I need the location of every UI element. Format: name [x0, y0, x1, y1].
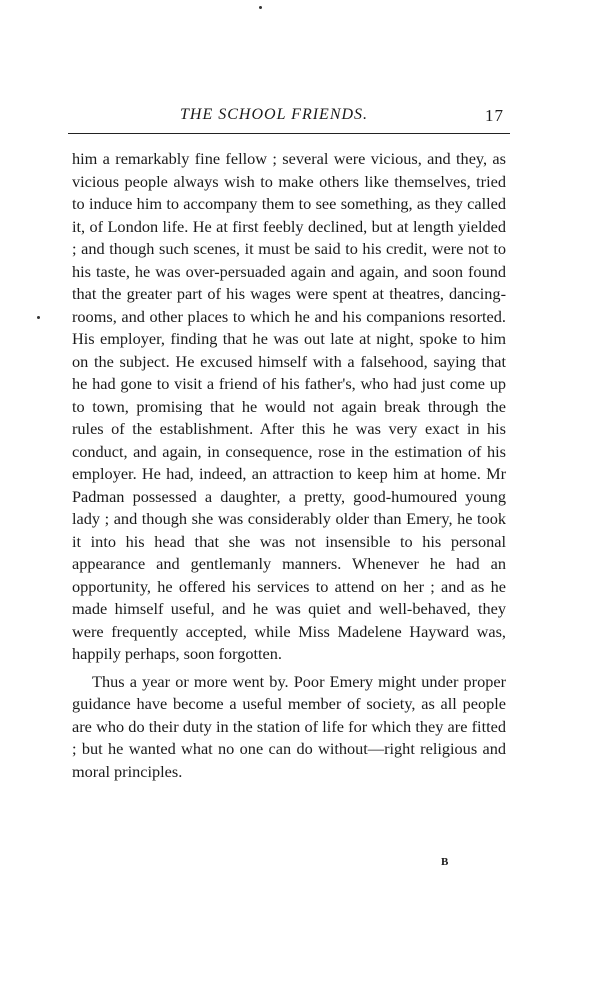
- print-speck: [259, 6, 262, 9]
- header-rule: [68, 133, 510, 134]
- body-text: [72, 148, 506, 783]
- page-number: 17: [485, 106, 504, 125]
- paragraph: Thus a year or more went by. Poor Emery might under proper guidance have become a useful member of society, as all people are who do their duty in the station of life for which they are fitted ; but he wanted what no one can do without—right religious and moral principles.: [72, 671, 506, 781]
- signature-mark: B: [441, 856, 449, 868]
- print-speck: [37, 316, 40, 319]
- page-header: [70, 102, 510, 128]
- paragraph: him a remarkably fine fellow ; several were vicious, and they, as vicious people always wish to make others like themselves, tried to induce him to accompany them to see something, as they called it, of London life. He at first feebly declined, but at length yielded ; and though such scenes, it must be said to his credit, were not to his taste, he was over-persuaded again and again, and soon found that the greater part of his wages were spent at theatres, dancing-rooms, and other places to which he and his companions resorted. His employer, finding that he was out late at night, spoke to him on the subject. He excused himself with a falsehood, saying that he had gone to visit a friend of his father's, who had just come up to town, promising that he would not again break through the rules of the establishment. After this he was very exact in his conduct, and again, in consequence, rose in the estimation of his employer. He had, indeed, an attraction to keep him at home. Mr Padman possessed a daughter, a pretty, good-humoured young lady ; and though she was considerably older than Emery, he took it into his head that she was not insensible to his personal appearance and gentlemanly manners. Whenever he had an opportunity, he offered his services to attend on her ; and as he made himself useful, and he was quiet and well-behaved, they were frequently accepted, while Miss Madelene Hayward was, happily perhaps, soon forgotten.: [72, 149, 506, 663]
- running-title: THE SCHOOL FRIENDS.: [180, 106, 369, 123]
